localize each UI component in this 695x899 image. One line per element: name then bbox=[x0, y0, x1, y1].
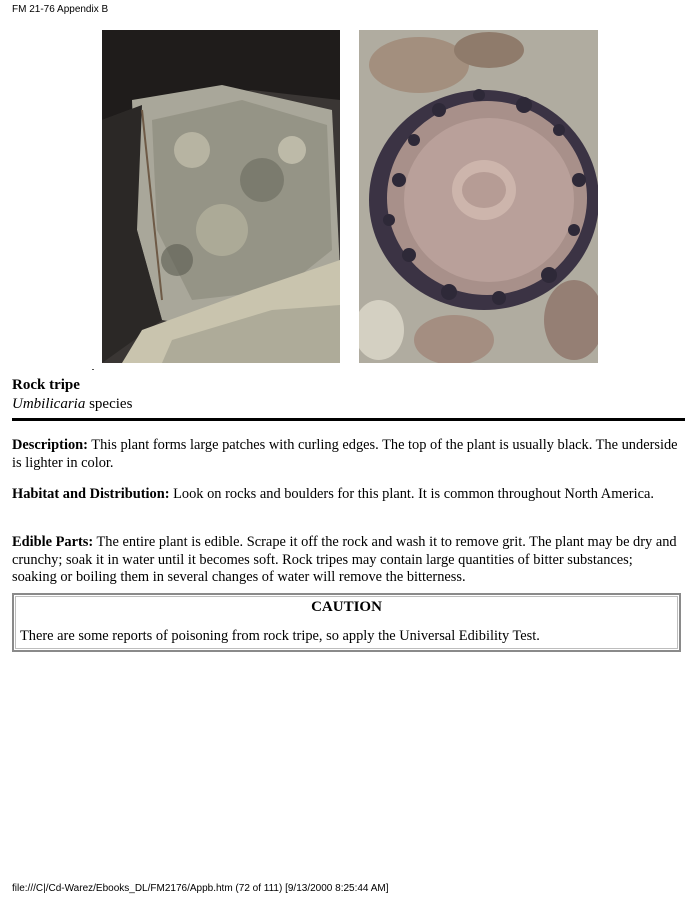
stray-mark bbox=[92, 369, 94, 370]
description-paragraph bbox=[12, 437, 680, 472]
caution-title: CAUTION bbox=[311, 599, 382, 615]
rock-tripe-boulder-photo bbox=[102, 30, 340, 363]
habitat-text: Look on rocks and boulders for this plant. It is common throughout North America. bbox=[169, 486, 654, 502]
plant-scientific-name bbox=[12, 396, 132, 413]
edible-parts-text: The entire plant is edible. Scrape it off the rock and wash it to remove grit. The plant may be dry and crunchy; soak it in water until it becomes soft. Rock tripes may contain large quantities of bitter substances; soaking or boiling them in several changes of water will remove the bitterness. bbox=[12, 534, 677, 585]
caution-box bbox=[12, 593, 681, 652]
description-heading: Description: bbox=[12, 437, 88, 453]
rock-tripe-closeup-photo bbox=[359, 30, 598, 363]
file-path-footer: file:///C|/Cd-Warez/Ebooks_DL/FM2176/Appb.htm (72 of 111) [9/13/2000 8:25:44 AM] bbox=[12, 883, 389, 894]
edible-parts-heading: Edible Parts: bbox=[12, 534, 94, 550]
caution-text: There are some reports of poisoning from rock tripe, so apply the Universal Edibility Test. bbox=[20, 628, 540, 644]
plant-common-name: Rock tripe bbox=[12, 377, 80, 393]
section-divider bbox=[12, 418, 685, 421]
description-text: This plant forms large patches with curling edges. The top of the plant is usually black. The underside is lighter in color. bbox=[12, 437, 678, 471]
plant-genus: Umbilicaria bbox=[12, 396, 86, 412]
habitat-heading: Habitat and Distribution: bbox=[12, 486, 170, 502]
edible-parts-paragraph bbox=[12, 534, 680, 587]
plant-species-suffix: species bbox=[85, 396, 133, 412]
habitat-paragraph bbox=[12, 486, 680, 504]
running-header: FM 21-76 Appendix B bbox=[12, 4, 109, 15]
